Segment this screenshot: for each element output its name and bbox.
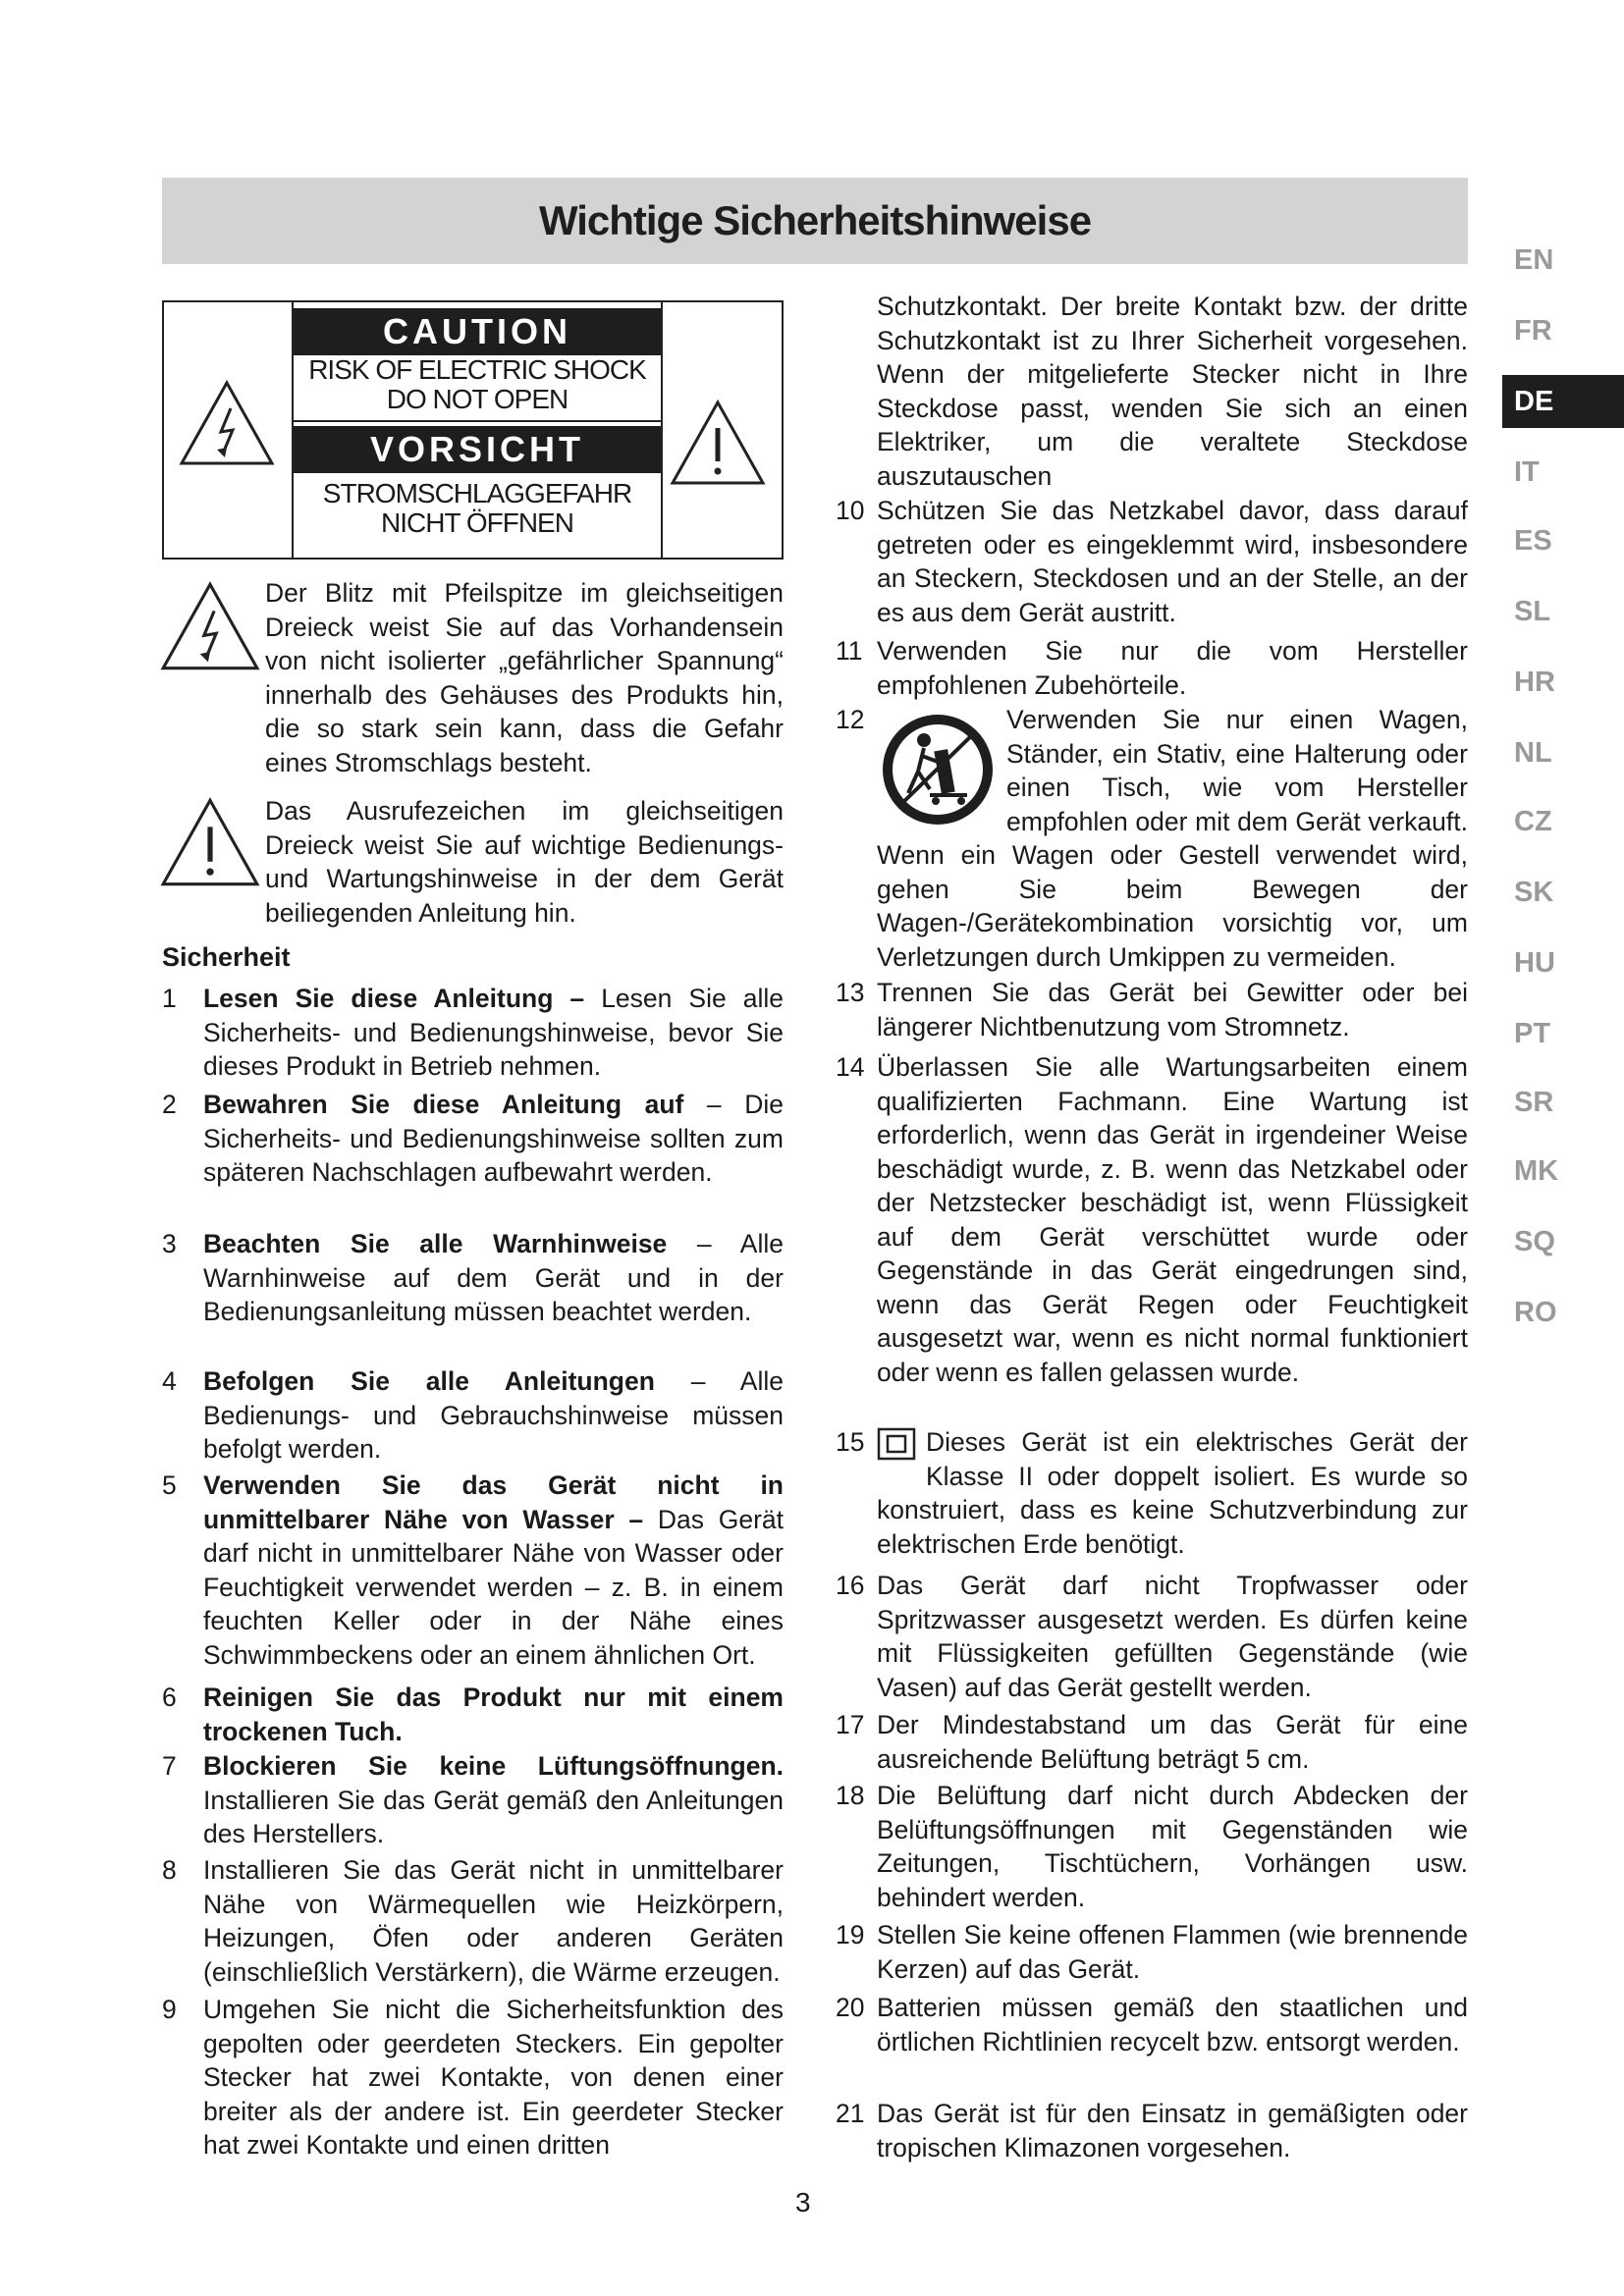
- list-item: [836, 1991, 1468, 2093]
- lang-tab-sl[interactable]: SL: [1514, 596, 1551, 627]
- list-item-continuation: [836, 290, 1468, 496]
- lightning-explanation: Der Blitz mit Pfeilspitze im gleichseitigen Dreieck weist Sie auf das Vorhandensein von nicht isolierter „gefährlicher Spannung“ innerhalb des Gehäuses des Produkts hin, die so stark sein kann, dass die Gefahr eines Stromschlags besteht.: [265, 578, 784, 777]
- list-item: [162, 1853, 784, 1991]
- lang-tab-fr[interactable]: FR: [1514, 315, 1552, 347]
- item-text: Trennen Sie das Gerät bei Gewitter oder bei längerer Nichtbenutzung vom Stromnetz.: [877, 978, 1468, 1041]
- list-item: [836, 1918, 1468, 1987]
- lang-tab-sr[interactable]: SR: [1514, 1087, 1554, 1118]
- caution-sub-de-2: NICHT ÖFFNEN: [381, 507, 573, 538]
- item-text: – Die Sicherheits- und Bedienungshinweise sollten zum späteren Nachschlagen aufbewahrt werden.: [203, 1090, 784, 1187]
- lang-tab-cz[interactable]: CZ: [1514, 806, 1552, 837]
- item-text: Schützen Sie das Netzkabel davor, dass darauf getreten oder es eingeklemmt wird, insbesondere an Steckern, Steckdosen und an der Stelle, an der es aus dem Gerät austritt.: [877, 496, 1468, 627]
- icon-spacer: [877, 703, 1006, 838]
- lang-tab-pt[interactable]: PT: [1514, 1018, 1551, 1049]
- caution-sub-en-1: RISK OF ELECTRIC SHOCK: [308, 354, 646, 385]
- list-item: [836, 634, 1468, 703]
- list-item: [836, 1425, 1468, 1563]
- caution-heading-de: VORSICHT: [294, 426, 661, 473]
- lang-tab-hr[interactable]: HR: [1514, 667, 1555, 698]
- item-text: Das Gerät ist für den Einsatz in gemäßigten oder tropischen Klimazonen vorgesehen.: [877, 2099, 1468, 2163]
- caution-divider: [294, 420, 661, 422]
- item-number: 21: [836, 2099, 865, 2128]
- item-number: 19: [836, 1920, 865, 1949]
- caution-heading-en: CAUTION: [294, 308, 661, 355]
- item-number: 3: [162, 1229, 177, 1258]
- item-number: 10: [836, 496, 865, 525]
- item-number: 17: [836, 1710, 865, 1739]
- list-item: [836, 494, 1468, 631]
- page-title: Wichtige Sicherheitshinweise: [538, 197, 1092, 243]
- list-item: [836, 703, 1468, 974]
- item-number: 18: [836, 1781, 865, 1810]
- lang-tab-en[interactable]: EN: [1514, 244, 1554, 276]
- title-bar: [162, 178, 1468, 264]
- item-text: Verwenden Sie nur einen Wagen, Ständer, ein Stativ, eine Halterung oder einen Tisch, wie vom Hersteller empfohlen oder mit dem Gerät verkauft. Wenn ein Wagen oder Gestell verwendet wird, gehen Sie beim Bewegen der Wagen-/Gerätekombination vorsichtig vor, um Verletzungen durch Umkippen zu vermeiden.: [877, 705, 1468, 972]
- item-number: 11: [836, 636, 863, 666]
- lang-tab-mk[interactable]: MK: [1514, 1155, 1559, 1187]
- item-text: – Alle Warnhinweise auf dem Gerät und in der Bedienungsanleitung müssen beachtet werden.: [203, 1229, 784, 1326]
- item-number: 9: [162, 1995, 177, 2024]
- item-bold-lead: Befolgen Sie alle Anleitungen: [203, 1366, 655, 1396]
- exclamation-warning-icon: [669, 399, 767, 487]
- lang-tab-it[interactable]: IT: [1514, 456, 1540, 488]
- item-text: Das Gerät darf nicht Tropfwasser oder Spritzwasser ausgesetzt werden. Es dürfen keine mit Flüssigkeiten gefüllten Gegenstände (wie Vasen) auf das Gerät gestellt werden.: [877, 1571, 1468, 1702]
- lang-tab-sq[interactable]: SQ: [1514, 1226, 1555, 1257]
- list-item: [836, 2097, 1468, 2165]
- list-item: [162, 982, 784, 1084]
- item-text: Verwenden Sie nur die vom Hersteller empfohlenen Zubehörteile.: [877, 636, 1468, 700]
- item-number: 6: [162, 1682, 177, 1712]
- item-text: Installieren Sie das Gerät gemäß den Anleitungen des Herstellers.: [203, 1785, 784, 1848]
- item-text: Stellen Sie keine offenen Flammen (wie brennende Kerzen) auf das Gerät.: [877, 1920, 1468, 1984]
- caution-label: [162, 300, 784, 560]
- item-text: Installieren Sie das Gerät nicht in unmittelbarer Nähe von Wärmequellen wie Heizkörpern, Heizungen, Öfen oder anderen Geräten (einschließlich Verstärkern), die Wärme erzeugen.: [203, 1855, 784, 1987]
- list-item: [836, 1779, 1468, 1916]
- caution-sub-en-2: DO NOT OPEN: [386, 384, 568, 414]
- lang-tab-ro[interactable]: RO: [1514, 1297, 1557, 1328]
- item-bold-lead: Lesen Sie diese Anleitung –: [203, 984, 585, 1013]
- item-bold-lead: Blockieren Sie keine Lüftungsöffnungen.: [203, 1751, 784, 1781]
- item-text: Das Gerät darf nicht in unmittelbarer Nähe von Wasser oder Feuchtigkeit verwendet werden – z. B. in einem feuchten Keller oder in der Nähe eines Schwimmbeckens oder an einem ähnlichen Ort.: [203, 1504, 784, 1670]
- list-item: [836, 976, 1468, 1044]
- list-item: [836, 1050, 1468, 1423]
- item-number: 15: [836, 1427, 865, 1457]
- item-text: Dieses Gerät ist ein elektrisches Gerät der Klasse II oder doppelt isoliert. Es wurde so konstruiert, dass es keine Schutzverbindung zur elektrischen Erde benötigt.: [877, 1427, 1468, 1559]
- item-bold-lead: Beachten Sie alle Warnhinweise: [203, 1229, 668, 1258]
- item-number: 5: [162, 1470, 177, 1500]
- list-item: [162, 1468, 784, 1675]
- lightning-triangle-icon: [159, 579, 261, 673]
- exclamation-explanation: Das Ausrufezeichen im gleichseitigen Dreieck weist Sie auf wichtige Bedienungs- und Wartungshinweise in der dem Gerät beiliegenden Anleitung hin.: [265, 796, 784, 928]
- list-item: [836, 1708, 1468, 1777]
- list-item: [162, 1681, 784, 1749]
- item-number: 7: [162, 1751, 177, 1781]
- item-number: 14: [836, 1052, 865, 1082]
- item-bold-lead: Bewahren Sie diese Anleitung auf: [203, 1090, 684, 1119]
- list-item: [162, 1088, 784, 1225]
- list-item: [836, 1569, 1468, 1706]
- exclamation-triangle-icon: [159, 795, 261, 889]
- lang-tab-hu[interactable]: HU: [1514, 947, 1555, 979]
- item-text: Batterien müssen gemäß den staatlichen und örtlichen Richtlinien recycelt bzw. entsorgt werden.: [877, 1993, 1468, 2056]
- double-insulation-icon: [877, 1427, 916, 1461]
- item-text: Umgehen Sie nicht die Sicherheitsfunktion des gepolten oder geerdeten Steckers. Ein gepolter Stecker hat zwei Kontakte, von denen einer breiter als der andere ist. Ein geerdeter Stecker hat zwei Kontakte und einen dritten: [203, 1995, 784, 2160]
- item-bold-lead: Verwenden Sie das Gerät nicht in unmittelbarer Nähe von Wasser –: [203, 1470, 784, 1534]
- list-item: [162, 1993, 784, 2165]
- item-number: 13: [836, 978, 865, 1007]
- lang-tab-es[interactable]: ES: [1514, 525, 1552, 557]
- lang-tab-de[interactable]: DE: [1502, 375, 1624, 428]
- list-item: [162, 1749, 784, 1851]
- caution-center: [292, 302, 663, 558]
- section-heading: Sicherheit: [162, 942, 291, 972]
- item-number: 20: [836, 1993, 865, 2022]
- item-number: 8: [162, 1855, 177, 1885]
- item-text: Schutzkontakt. Der breite Kontakt bzw. der dritte Schutzkontakt ist zu Ihrer Sicherheit vorgesehen. Wenn der mitgelieferte Stecker nicht in Ihre Steckdose passt, wenden Sie sich an einen Elektriker, um die veraltete Steckdose auszutauschen: [877, 292, 1468, 491]
- page-number: 3: [795, 2187, 811, 2217]
- item-number: 12: [836, 705, 865, 734]
- item-text: Die Belüftung darf nicht durch Abdecken der Belüftungsöffnungen mit Gegenständen wie Zeitungen, Tischtüchern, Vorhängen usw. behindert werden.: [877, 1781, 1468, 1912]
- caution-sub-de-1: STROMSCHLAGGEFAHR: [322, 478, 632, 508]
- list-item: [162, 1227, 784, 1364]
- lang-tab-nl[interactable]: NL: [1514, 737, 1552, 769]
- item-text: Lesen Sie alle Sicherheits- und Bedienungshinweise, bevor Sie dieses Produkt in Betrieb nehmen.: [203, 984, 785, 1081]
- lightning-warning-icon: [178, 379, 276, 467]
- item-number: 4: [162, 1366, 177, 1396]
- item-number: 2: [162, 1090, 177, 1119]
- item-number: 1: [162, 984, 177, 1013]
- item-text: Der Mindestabstand um das Gerät für eine ausreichende Belüftung beträgt 5 cm.: [877, 1710, 1468, 1774]
- lang-tab-sk[interactable]: SK: [1514, 877, 1554, 908]
- item-bold-lead: Reinigen Sie das Produkt nur mit einem trockenen Tuch.: [203, 1682, 784, 1746]
- item-text: Überlassen Sie alle Wartungsarbeiten einem qualifizierten Fachmann. Eine Wartung ist erforderlich, wenn das Gerät in irgendeiner Weise beschädigt wurde, z. B. wenn das Netzkabel oder der Netzstecker beschädigt ist, wenn Flüssigkeit auf dem Gerät verschüttet wurde oder Gegenstände in das Gerät eingedrungen sind, wenn das Gerät Regen oder Feuchtigkeit ausgesetzt war, wenn es nicht normal funktioniert oder wenn es fallen gelassen wurde.: [877, 1052, 1468, 1387]
- list-item: [162, 1364, 784, 1467]
- item-number: 16: [836, 1571, 865, 1600]
- item-text: – Alle Bedienungs- und Gebrauchshinweise müssen befolgt werden.: [203, 1366, 784, 1464]
